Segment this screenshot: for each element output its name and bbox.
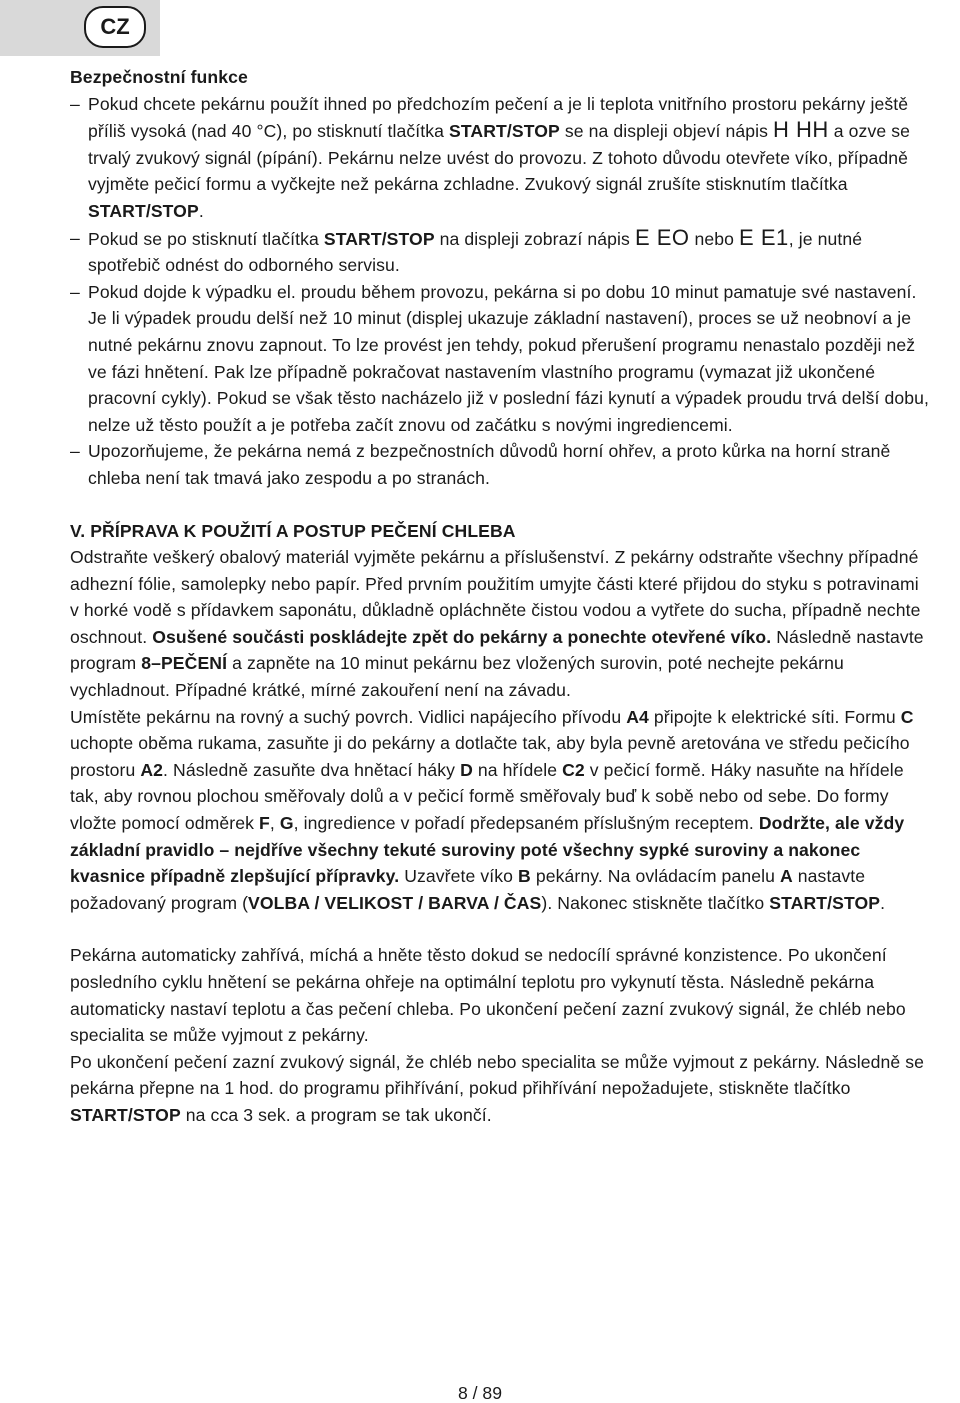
text: . Následně zasuňte dva hnětací háky [163, 759, 461, 780]
text: a zapněte na 10 minut pekárnu bez vložených surovin, poté nechejte pekárnu vychladnout. Případné krátké, mírné zakouření není na závadu. [70, 653, 844, 701]
text: , ingredience v pořadí předepsaném příslušným receptem. [293, 813, 759, 834]
safety-functions-heading: Bezpečnostní funkce [70, 67, 248, 87]
bold-rule-text: Dodržte, ale vždy základní pravidlo – nejdříve všechny tekuté suroviny poté všechny sypké suroviny a nakonec kvasnice případně zlepšující přípravky. [70, 813, 905, 887]
start-stop-label: START/STOP [88, 200, 199, 221]
language-badge: CZ [84, 6, 146, 48]
start-stop-label: START/STOP [323, 228, 435, 249]
text: na cca 3 sek. a program se tak ukončí. [180, 1104, 492, 1125]
language-tab [0, 0, 160, 56]
text: Umístěte pekárnu na rovný a suchý povrch. Vidlici napájecího přívodu [70, 706, 627, 727]
text: Následně nastavte program [70, 626, 924, 674]
part-label: B [518, 866, 531, 887]
part-label: D [460, 759, 473, 780]
program-label: 8–PEČENÍ [141, 653, 228, 674]
prep-paragraph-process: Pekárna automaticky zahřívá, míchá a hněte těsto dokud se nedocílí správné konzistence. Po ukončení posledního cyklu hnětení se pekárna ohřeje na optimální teplotu pro vykynutí těsta. Následně pekárna automaticky nastaví teplotu a čas pečení chleba. Po ukončení pečení zazní zvukový signál, že chléb nebo specialita se může vyjmout z pekárny. [70, 945, 906, 1046]
text: připojte k elektrické síti. Formu [648, 706, 901, 727]
part-label: C [900, 706, 914, 727]
text: pekárny. Na ovládacím panelu [530, 866, 780, 887]
text: Odstraňte veškerý obalový materiál vyjměte pekárnu a příslušenství. Z pekárny odstraňte všechny případné adhezní fólie, samolepky nebo papír. Před prvním použitím umyjte části které přijdou do styku s potravinami v horké vodě s přídavkem saponátu, důkladně opláchněte čistou vodou a vytřete do sucha, případně nechte oschnout. [70, 547, 921, 647]
start-stop-label: START/STOP [449, 121, 560, 142]
text: ). Nakonec stiskněte tlačítko [541, 892, 770, 913]
part-label: G [279, 813, 294, 834]
text: Po ukončení pečení zazní zvukový signál, že chléb nebo specialita se může vyjmout z pekárny. Následně se pekárna přepne na 1 hod. do programu přihřívání, pokud přihřívání nepožadujete, stiskněte tlačítko [70, 1051, 925, 1099]
text: se na displeji objeví nápis [559, 121, 774, 142]
prep-paragraph-setup [70, 704, 930, 917]
text: Pokud dojde k výpadku el. proudu během provozu, pekárna si po dobu 10 minut pamatuje své nastavení. Je li výpadek proudu delší než 10 minut (displej ukazuje základní nastavení), proces se už neobnoví a je nutné pekárnu znovu zapnout. To lze provést jen tehdy, pokud přerušení programu nenastalo později než ve fázi hnětení. Pak lze případně pokračovat nastavením vlastního programu (vymazat již ukončené pracovní cykly). Pokud se však těsto nacházelo již v poslední fázi kynutí a výpadek proudu trvá delší dobu, nelze už těsto použít a je potřeba začít znovu od začátku s novými ingrediencemi. [88, 281, 929, 435]
preparation-heading: V. PŘÍPRAVA K POUŽITÍ A POSTUP PEČENÍ CHLEBA [70, 520, 516, 541]
part-label: C2 [562, 759, 585, 780]
start-stop-label: START/STOP [70, 1104, 181, 1125]
text: Upozorňujeme, že pekárna nemá z bezpečnostních důvodů horní ohřev, a proto kůrka na horní straně chleba není tak tmavá jako zespodu a po stranách. [88, 441, 891, 488]
part-label: A4 [626, 706, 649, 727]
display-code-ee1: E E1 [739, 224, 789, 250]
bullet-dash: – [70, 227, 80, 248]
text: Pokud se po stisknutí tlačítka [88, 228, 324, 249]
text: na hřídele [472, 759, 563, 780]
text: Uzavřete víko [399, 866, 519, 887]
text: nebo [689, 228, 740, 249]
safety-item-top-heating [70, 438, 930, 491]
document-body [70, 64, 930, 1129]
text: . [880, 892, 886, 913]
safety-item-error-code [70, 225, 930, 279]
safety-item-power-outage [70, 279, 930, 439]
text: v pečicí formě. Háky nasuňte na hřídele tak, aby rovnou plochou směřovaly dolů a v pečicí formě směřovaly buď k sobě nebo od sebe. Do formy vložte pomocí odměrek [70, 759, 904, 834]
page-number: 8 / 89 [457, 1383, 503, 1403]
prep-paragraph-unpacking [70, 544, 930, 704]
start-stop-label: START/STOP [769, 892, 881, 913]
prep-paragraph-finish [70, 1049, 930, 1129]
bullet-dash: – [70, 441, 80, 462]
safety-item-overheat [70, 91, 930, 225]
part-label: F [258, 813, 270, 834]
text: . [198, 200, 204, 221]
display-code-hhh: H HH [773, 117, 829, 143]
text: na displeji zobrazí nápis [434, 228, 635, 249]
bullet-dash: – [70, 93, 80, 114]
text: nastavte požadovaný program ( [70, 866, 866, 913]
text: , [269, 813, 280, 834]
text: , je nutné spotřebič odnést do odborného servisu. [88, 228, 863, 276]
text: uchopte oběma rukama, zasuňte ji do pekárny a dotlačte tak, aby byla pevně aretována ve středu pečicího prostoru [70, 733, 910, 780]
program-keys-label: VOLBA / VELIKOST / BARVA / ČAS [248, 892, 542, 913]
part-label: A2 [140, 759, 164, 780]
text: a ozve se trvalý zvukový signál (pípání). Pekárnu nelze uvést do provozu. Z tohoto důvodu otevřete víko, případně vyjměte pečicí formu a vyčkejte než pekárna zchladne. Zvukový signál zrušíte stisknutím tlačítka [88, 121, 911, 195]
bullet-dash: – [70, 281, 80, 302]
bold-text: Osušené součásti poskládejte zpět do pekárny a ponechte otevřené víko. [152, 626, 772, 647]
text: Pokud chcete pekárnu použít ihned po předchozím pečení a je li teplota vnitřního prostoru pekárny ještě příliš vysoká (nad 40 °C), po stisknutí tlačítka [88, 93, 909, 142]
part-label: A [779, 866, 793, 887]
display-code-eeo: E EO [634, 224, 690, 250]
